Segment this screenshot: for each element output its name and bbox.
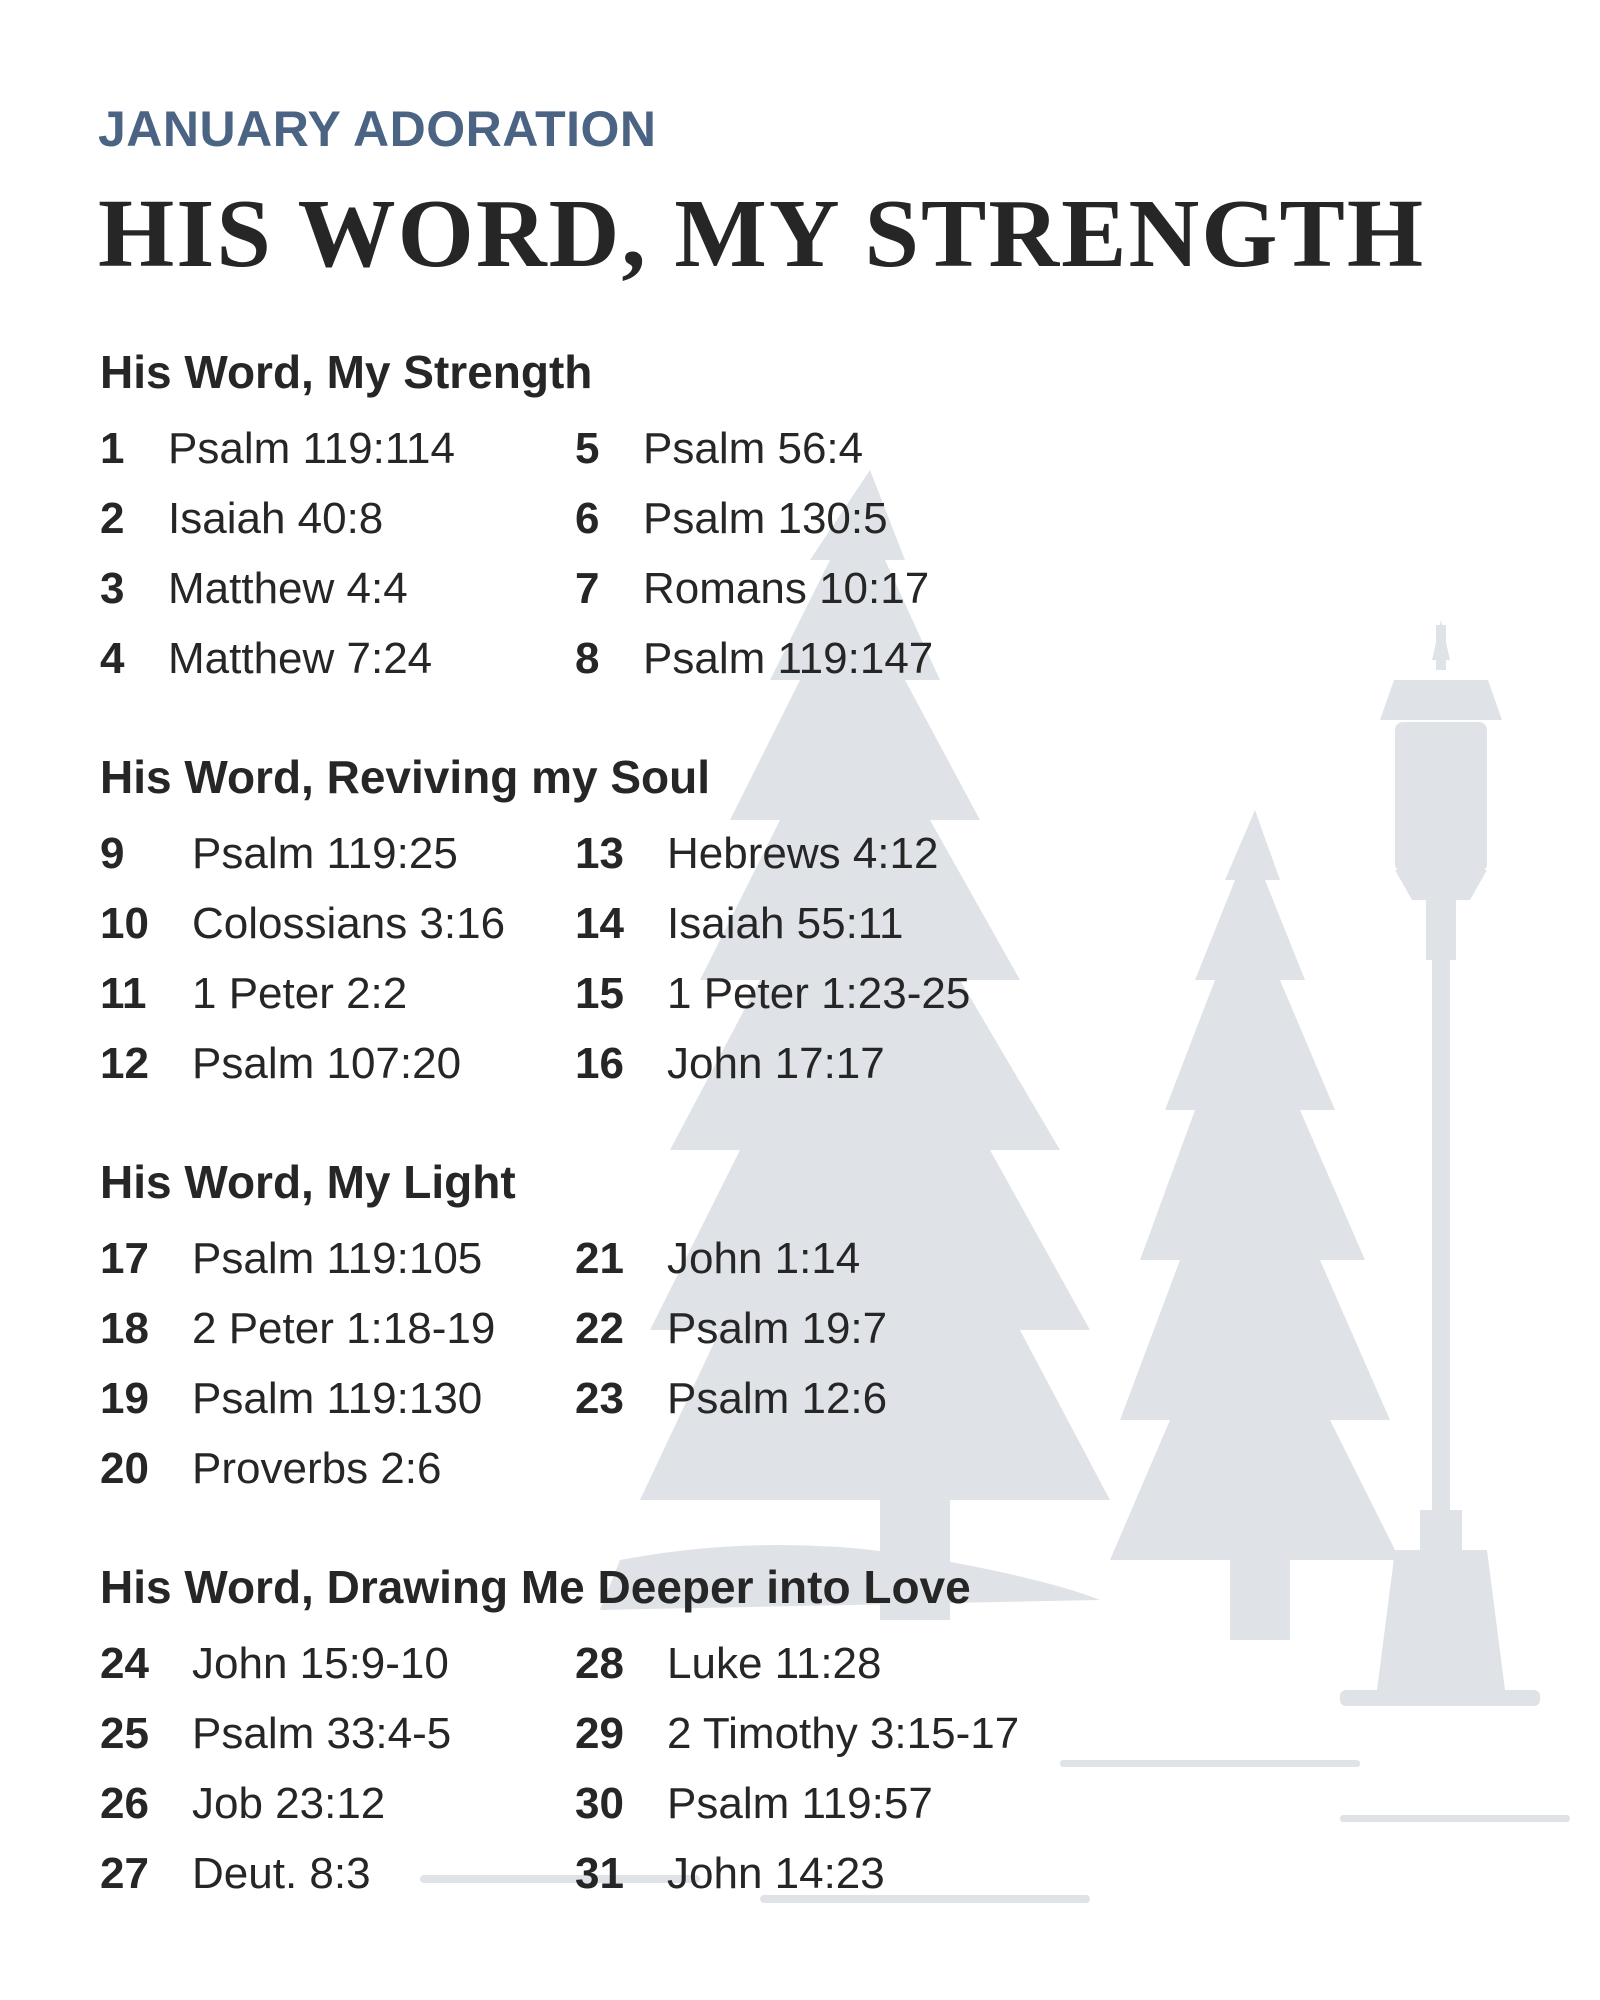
scripture-reference: Psalm 119:130 (192, 1374, 483, 1423)
scripture-reference: Psalm 33:4-5 (192, 1709, 452, 1758)
reading-entry (100, 819, 505, 889)
day-number: 12 (100, 1039, 149, 1088)
scripture-reference: Romans 10:17 (643, 564, 930, 613)
reading-entry (575, 1029, 970, 1099)
scripture-reference: Psalm 19:7 (667, 1304, 888, 1353)
reading-entry (575, 484, 933, 554)
reading-entry (100, 554, 455, 624)
day-number: 3 (100, 564, 125, 613)
day-number: 4 (100, 634, 125, 683)
reading-entry (100, 1699, 451, 1769)
reading-column-right (575, 819, 970, 1099)
day-number: 22 (575, 1304, 624, 1353)
scripture-reference: Hebrews 4:12 (667, 829, 939, 878)
day-number: 28 (575, 1639, 624, 1688)
section-heading: His Word, Drawing Me Deeper into Love (100, 1561, 971, 1613)
scripture-reference: Psalm 107:20 (192, 1039, 462, 1088)
scripture-reference: Luke 11:28 (667, 1639, 882, 1688)
day-number: 7 (575, 564, 600, 613)
day-number: 15 (575, 969, 624, 1018)
scripture-reference: Psalm 119:147 (643, 634, 934, 683)
reading-entry (575, 554, 933, 624)
day-number: 23 (575, 1374, 624, 1423)
day-number: 11 (100, 969, 147, 1018)
reading-column-right (575, 1224, 887, 1434)
scripture-reference: Proverbs 2:6 (192, 1444, 442, 1493)
page-kicker: JANUARY ADORATION (98, 101, 657, 157)
scripture-reference: 1 Peter 2:2 (192, 969, 408, 1018)
reading-entry (575, 1699, 1019, 1769)
section-my-strength (100, 340, 1500, 683)
day-number: 17 (100, 1234, 149, 1283)
reading-entry (575, 1839, 1019, 1909)
reading-entry (575, 624, 933, 694)
reading-entry (100, 1839, 451, 1909)
scripture-reference: Psalm 12:6 (667, 1374, 888, 1423)
day-number: 1 (100, 424, 125, 473)
day-number: 18 (100, 1304, 149, 1353)
day-number: 13 (575, 829, 624, 878)
reading-entry (575, 889, 970, 959)
reading-entry (575, 1364, 887, 1434)
day-number: 24 (100, 1639, 149, 1688)
reading-column-right (575, 414, 933, 694)
reading-entry (575, 819, 970, 889)
reading-entry (100, 1629, 451, 1699)
day-number: 26 (100, 1779, 149, 1828)
reading-column-left (100, 1224, 495, 1504)
reading-column-right (575, 1629, 1019, 1909)
reading-entry (575, 1294, 887, 1364)
reading-entry (575, 414, 933, 484)
reading-entry (100, 484, 455, 554)
reading-entry (575, 1224, 887, 1294)
scripture-reference: Colossians 3:16 (192, 899, 506, 948)
scripture-reference: 2 Peter 1:18-19 (192, 1304, 496, 1353)
scripture-reference: Psalm 119:57 (667, 1779, 933, 1828)
day-number: 27 (100, 1849, 149, 1898)
reading-entry (100, 1434, 495, 1504)
reading-entry (100, 1029, 505, 1099)
section-heading: His Word, My Light (100, 1156, 516, 1208)
day-number: 14 (575, 899, 624, 948)
day-number: 21 (575, 1234, 624, 1283)
reading-entry (575, 1629, 1019, 1699)
section-drawing-me-deeper (100, 1555, 1500, 1898)
day-number: 8 (575, 634, 600, 683)
scripture-reference: Psalm 119:105 (192, 1234, 483, 1283)
scripture-reference: John 17:17 (667, 1039, 885, 1088)
scripture-reference: 2 Timothy 3:15-17 (667, 1709, 1020, 1758)
reading-column-left (100, 1629, 451, 1909)
reading-entry (575, 959, 970, 1029)
scripture-reference: 1 Peter 1:23-25 (667, 969, 971, 1018)
day-number: 9 (100, 829, 125, 878)
section-my-light (100, 1150, 1500, 1493)
scripture-reference: Matthew 4:4 (168, 564, 408, 613)
reading-entry (575, 1769, 1019, 1839)
scripture-reference: Psalm 56:4 (643, 424, 864, 473)
scripture-reference: Isaiah 55:11 (667, 899, 904, 948)
day-number: 19 (100, 1374, 149, 1423)
reading-entry (100, 889, 505, 959)
scripture-reference: Isaiah 40:8 (168, 494, 384, 543)
scripture-reference: Deut. 8:3 (192, 1849, 371, 1898)
reading-entry (100, 1224, 495, 1294)
scripture-reference: Matthew 7:24 (168, 634, 433, 683)
section-heading: His Word, Reviving my Soul (100, 751, 711, 803)
section-reviving-my-soul (100, 745, 1500, 1088)
day-number: 25 (100, 1709, 149, 1758)
section-heading: His Word, My Strength (100, 346, 593, 398)
page-title: HIS WORD, MY STRENGTH (98, 180, 1426, 288)
day-number: 5 (575, 424, 600, 473)
scripture-reference: Job 23:12 (192, 1779, 386, 1828)
reading-entry (100, 1294, 495, 1364)
scripture-reference: Psalm 119:25 (192, 829, 458, 878)
scripture-reference: Psalm 119:114 (168, 424, 455, 473)
reading-column-left (100, 819, 505, 1099)
reading-column-left (100, 414, 455, 694)
reading-entry (100, 1364, 495, 1434)
day-number: 6 (575, 494, 600, 543)
day-number: 2 (100, 494, 125, 543)
reading-entry (100, 959, 505, 1029)
day-number: 20 (100, 1444, 149, 1493)
day-number: 30 (575, 1779, 624, 1828)
reading-entry (100, 414, 455, 484)
scripture-reference: John 1:14 (667, 1234, 861, 1283)
scripture-reference: John 15:9-10 (192, 1639, 449, 1688)
reading-entry (100, 624, 455, 694)
day-number: 16 (575, 1039, 624, 1088)
reading-entry (100, 1769, 451, 1839)
day-number: 31 (575, 1849, 624, 1898)
scripture-reference: John 14:23 (667, 1849, 885, 1898)
day-number: 29 (575, 1709, 624, 1758)
day-number: 10 (100, 899, 149, 948)
scripture-reference: Psalm 130:5 (643, 494, 888, 543)
